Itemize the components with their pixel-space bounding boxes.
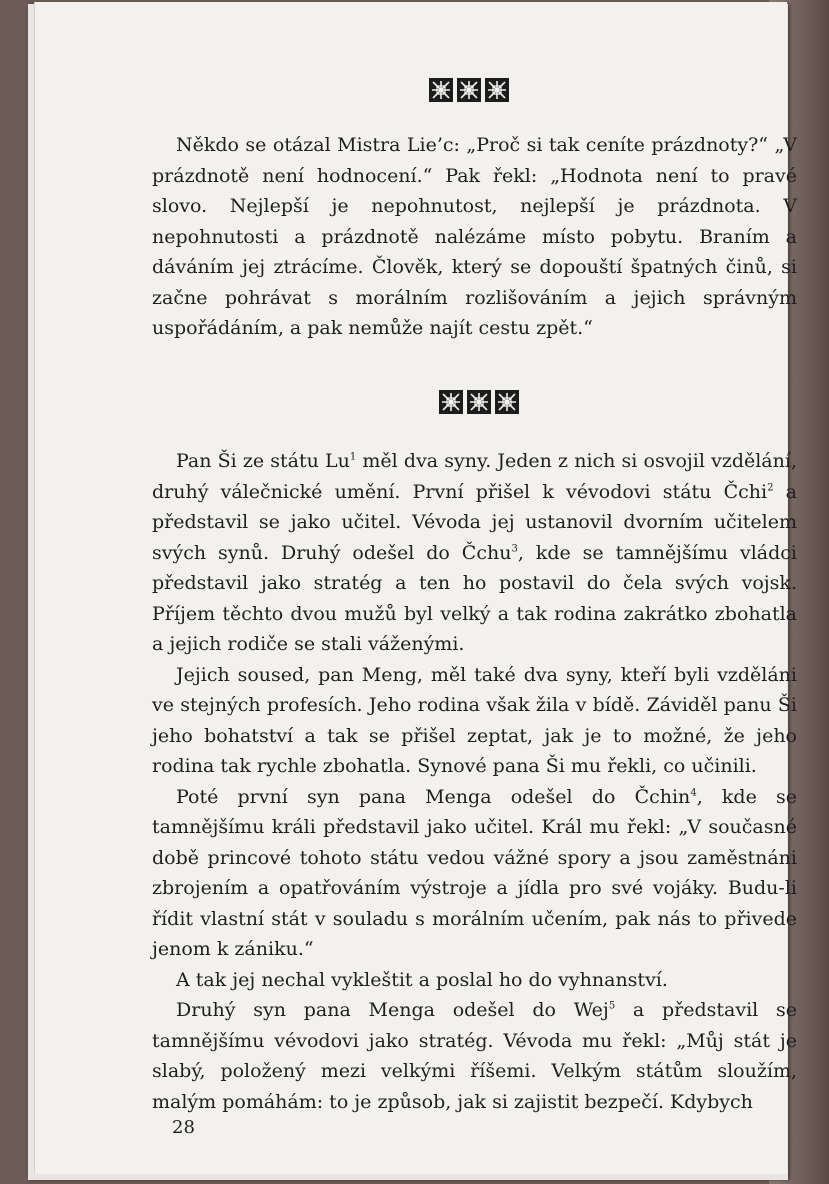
section-1-text [152, 130, 797, 344]
ornament-tile-icon [429, 78, 453, 102]
ornament-tile-icon [457, 78, 481, 102]
footnote-ref: 2 [767, 482, 774, 494]
footnote-ref: 3 [511, 543, 518, 555]
ornament-tile-icon [467, 390, 491, 414]
section-2-text [152, 446, 797, 1117]
footnote-ref: 5 [608, 1000, 616, 1012]
paragraph: Poté první syn pana Menga odešel do Čchin$^4$, kde se tamnějšímu králi představil jako učitel. Král mu řekl: „V současné době princové tohoto státu vedou vážné spory a jsou zaměstnáni zbrojením a opatřováním výstroje a jídla pro své vojáky. Budu-li řídit vlastní stát v souladu s morálním učením, pak nás to přivede jenom k zániku.“ [152, 785, 797, 960]
section-ornament-top [429, 78, 509, 102]
paragraph: Někdo se otázal Mistra Lie’c: „Proč si tak ceníte prázdnoty?“ „V prázdnotě není hodnocení.“ Pak řekl: „Hodnota není to pravé slovo. Nejlepší je nepohnutost, nejlepší je prázdnota. V nepohnutosti a prázdnotě nalézáme místo pobytu. Braním a dáváním jej ztrácíme. Člověk, který se dopouští špatných činů, si začne pohrávat s morálním rozlišováním a jejich správným uspořádáním, a pak nemůže najít cestu zpět.“ [152, 134, 797, 339]
ornament-tile-icon [495, 390, 519, 414]
ornament-tile-icon [485, 78, 509, 102]
footnote-ref: 4 [690, 787, 697, 799]
paragraph: Pan Ši ze státu Lu$^1$ měl dva syny. Jeden z nich si osvojil vzdělání, druhý válečnické umění. První přišel k vévodovi státu Čchi$^2$ a představil se jako učitel. Vévoda jej ustanovil dvorním učitelem svých synů. Druhý odešel do Čchu$^3$, kde se tamnějšímu vládci představil jako stratég a ten ho postavil do čela svých vojsk. Příjem těchto dvou mužů byl velký a tak rodina zakrátko zbohatla a jejich rodiče se stali váženými. [152, 450, 797, 655]
page-number: 28 [172, 1117, 195, 1138]
paragraph: Druhý syn pana Menga odešel do Wej$^5$ a představil se tamnějšímu vévodovi jako stratég. Vévoda mu řekl: „Můj stát je slabý, položený mezi velkými říšemi. Velkým státům sloužím, malým pomáhám: to je způsob, jak si zajistit bezpečí. Kdybych [152, 999, 797, 1113]
ornament-tile-icon [439, 390, 463, 414]
footnote-ref: 1 [349, 451, 357, 463]
section-ornament-middle [439, 390, 519, 414]
paragraph: Jejich soused, pan Meng, měl také dva syny, kteří byli vzděláni ve stejných profesích. Jeho rodina však žila v bídě. Záviděl panu Ši jeho bohatství a tak se přišel zeptat, jak je to možné, že jeho rodina tak rychle zbohatla. Synové pana Ši mu řekli, co učinili. [152, 663, 797, 777]
paragraph: A tak jej nechal vykleštit a poslal ho do vyhnanství. [176, 968, 668, 991]
